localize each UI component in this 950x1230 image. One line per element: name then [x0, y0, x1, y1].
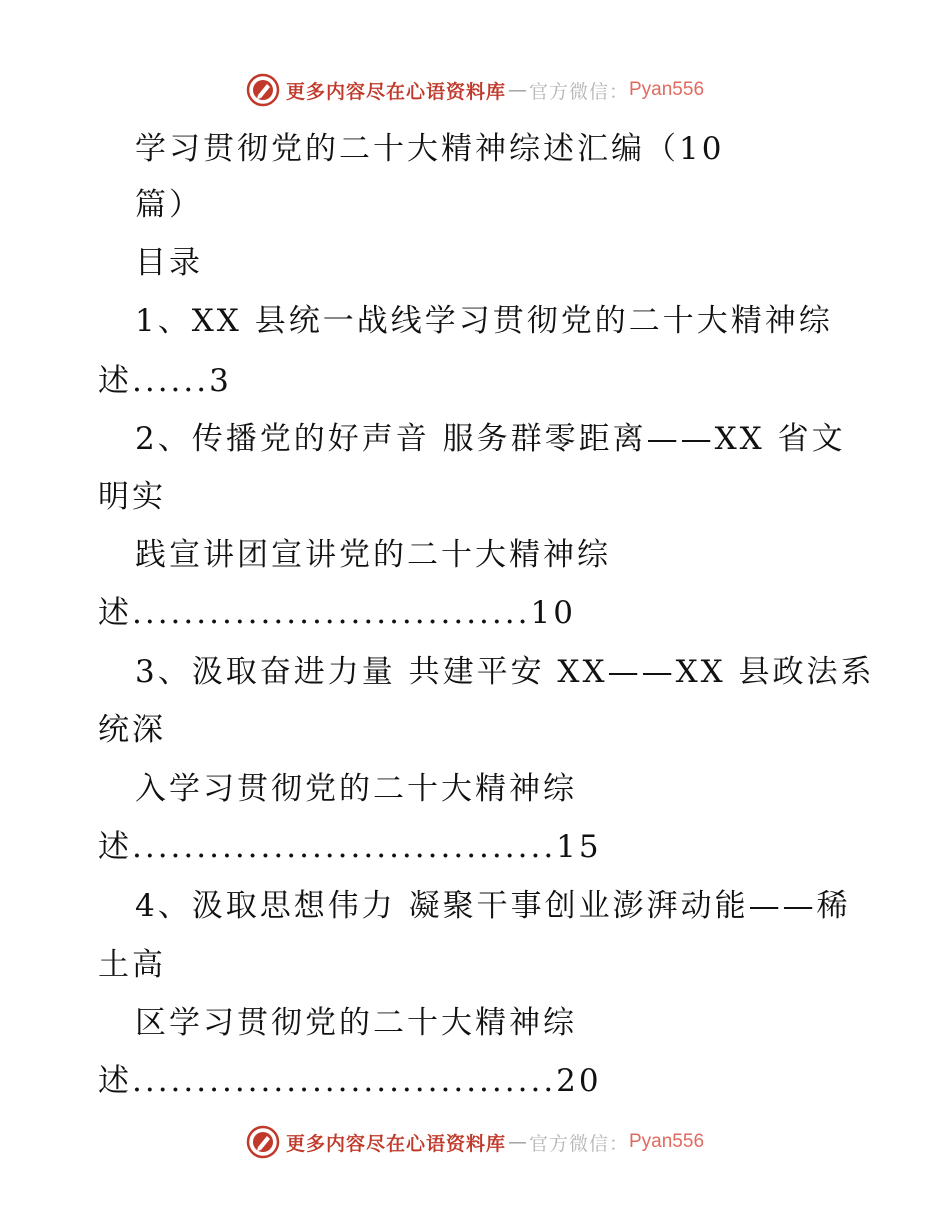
footer-separator: — — [507, 1131, 527, 1153]
toc-entry-3-line-4: 述.................................15 — [98, 829, 602, 865]
toc-entry-2-line-4: 述...............................10 — [98, 595, 576, 631]
footer-wechat-label: 官方微信： — [528, 1132, 629, 1155]
document-title-line-2: 篇） — [135, 187, 203, 223]
header-wechat-label: 官方微信： — [528, 80, 629, 103]
footer-wechat-handle: Pyan556 — [629, 1131, 705, 1152]
footer-banner — [0, 1122, 950, 1162]
toc-entry-1-line-1: 1、XX 县统一战线学习贯彻党的二十大精神综 — [135, 303, 833, 339]
toc-entry-4-line-4: 述.................................20 — [98, 1063, 602, 1099]
toc-entry-2-line-2: 明实 — [98, 479, 166, 515]
toc-entry-2-line-3: 践宣讲团宣讲党的二十大精神综 — [135, 537, 611, 573]
toc-entry-4-line-3: 区学习贯彻党的二十大精神综 — [135, 1005, 577, 1041]
header-wechat-handle: Pyan556 — [629, 79, 705, 100]
header-separator: — — [507, 79, 527, 101]
footer-brand-text: 更多内容尽在心语资料库 — [285, 1132, 506, 1155]
toc-entry-4-line-2: 土高 — [98, 947, 166, 983]
toc-entry-4-line-1: 4、汲取思想伟力 凝聚干事创业澎湃动能——稀 — [135, 888, 851, 924]
toc-entry-2-line-1: 2、传播党的好声音 服务群零距离——XX 省文 — [135, 421, 846, 457]
toc-entry-3-line-1: 3、汲取奋进力量 共建平安 XX——XX 县政法系 — [135, 654, 875, 690]
toc-entry-3-line-2: 统深 — [98, 712, 166, 748]
pen-logo-icon — [246, 1125, 280, 1159]
toc-entry-3-line-3: 入学习贯彻党的二十大精神综 — [135, 771, 577, 807]
header-banner — [0, 70, 950, 110]
toc-entry-1-line-2: 述......3 — [98, 363, 232, 399]
pen-logo-icon — [246, 73, 280, 107]
document-title-line-1: 学习贯彻党的二十大精神综述汇编（10 — [135, 131, 725, 167]
header-brand-text: 更多内容尽在心语资料库 — [285, 80, 506, 103]
toc-heading: 目录 — [135, 245, 203, 281]
